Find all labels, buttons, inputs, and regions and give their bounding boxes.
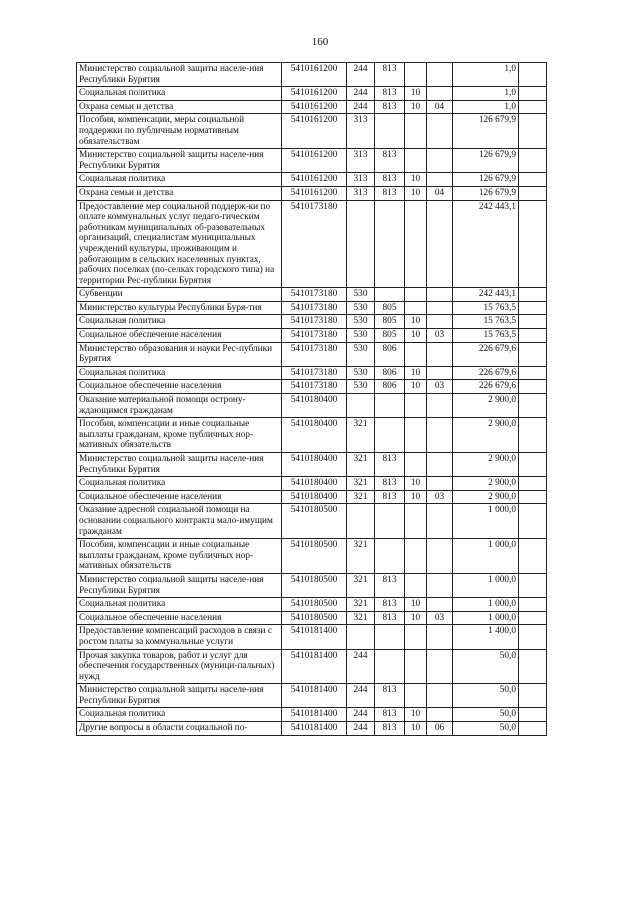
cell-name: Социальное обеспечение населения (77, 490, 282, 504)
cell-subsection (427, 200, 453, 288)
cell-section (405, 342, 427, 366)
cell-expense-type: 530 (347, 342, 375, 366)
cell-name: Социальное обеспечение населения (77, 380, 282, 394)
cell-name: Социальная политика (77, 366, 282, 380)
cell-expense-type: 313 (347, 186, 375, 200)
cell-target-article: 5410181400 (282, 722, 347, 736)
cell-empty (519, 539, 547, 574)
cell-section (405, 149, 427, 173)
cell-expense-type: 321 (347, 453, 375, 477)
cell-ministry-code (375, 625, 405, 649)
cell-section (405, 504, 427, 539)
cell-ministry-code: 813 (375, 490, 405, 504)
cell-expense-type: 244 (347, 100, 375, 114)
cell-amount: 15 763,5 (453, 301, 519, 315)
cell-subsection (427, 114, 453, 149)
cell-name: Министерство социальной защиты населе-ния Республики Бурятия (77, 63, 282, 87)
table-row (77, 649, 547, 684)
table-row (77, 490, 547, 504)
cell-target-article: 5410173180 (282, 301, 347, 315)
table-row (77, 380, 547, 394)
cell-expense-type: 321 (347, 477, 375, 491)
table-row (77, 504, 547, 539)
cell-name: Прочая закупка товаров, работ и услуг для обеспечения государственных (муници-пальных) нужд (77, 649, 282, 684)
cell-name: Социальная политика (77, 598, 282, 612)
table-row (77, 329, 547, 343)
cell-empty (519, 418, 547, 453)
table-row (77, 708, 547, 722)
cell-subsection (427, 87, 453, 101)
cell-section: 10 (405, 87, 427, 101)
cell-empty (519, 329, 547, 343)
cell-empty (519, 649, 547, 684)
cell-empty (519, 63, 547, 87)
cell-name: Оказание материальной помощи острону-ждающимся гражданам (77, 394, 282, 418)
cell-subsection (427, 342, 453, 366)
cell-empty (519, 625, 547, 649)
cell-expense-type: 321 (347, 573, 375, 597)
cell-section (405, 573, 427, 597)
cell-target-article: 5410181400 (282, 684, 347, 708)
cell-amount: 1 000,0 (453, 539, 519, 574)
cell-empty (519, 288, 547, 302)
cell-expense-type: 244 (347, 684, 375, 708)
cell-empty (519, 573, 547, 597)
cell-section (405, 200, 427, 288)
table-row (77, 573, 547, 597)
cell-target-article: 5410180400 (282, 490, 347, 504)
cell-amount: 1 000,0 (453, 598, 519, 612)
table-row (77, 366, 547, 380)
cell-target-article: 5410173180 (282, 288, 347, 302)
cell-empty (519, 301, 547, 315)
cell-amount: 1 000,0 (453, 504, 519, 539)
cell-ministry-code: 813 (375, 87, 405, 101)
cell-subsection (427, 315, 453, 329)
cell-empty (519, 611, 547, 625)
table-row (77, 598, 547, 612)
cell-expense-type: 313 (347, 173, 375, 187)
cell-expense-type: 321 (347, 418, 375, 453)
cell-name: Министерство социальной защиты населе-ния Республики Бурятия (77, 149, 282, 173)
cell-amount: 50,0 (453, 649, 519, 684)
cell-subsection (427, 598, 453, 612)
cell-section (405, 625, 427, 649)
cell-expense-type (347, 504, 375, 539)
cell-name: Пособия, компенсации и иные социальные выплаты гражданам, кроме публичных нор-мативных обязательств (77, 418, 282, 453)
cell-section (405, 418, 427, 453)
cell-subsection: 04 (427, 186, 453, 200)
cell-section: 10 (405, 380, 427, 394)
cell-amount: 50,0 (453, 708, 519, 722)
cell-section: 10 (405, 477, 427, 491)
cell-amount: 15 763,5 (453, 315, 519, 329)
cell-name: Министерство социальной защиты населе-ния Республики Бурятия (77, 453, 282, 477)
cell-amount: 2 900,0 (453, 394, 519, 418)
cell-name: Социальная политика (77, 708, 282, 722)
table-row (77, 200, 547, 288)
cell-section (405, 63, 427, 87)
cell-name: Министерство образования и науки Рес-публики Бурятия (77, 342, 282, 366)
cell-empty (519, 87, 547, 101)
cell-subsection: 03 (427, 329, 453, 343)
cell-ministry-code: 813 (375, 100, 405, 114)
cell-ministry-code: 813 (375, 684, 405, 708)
cell-expense-type: 530 (347, 329, 375, 343)
cell-target-article: 5410180500 (282, 539, 347, 574)
cell-ministry-code: 806 (375, 366, 405, 380)
cell-name: Министерство культуры Республики Буря-тия (77, 301, 282, 315)
cell-subsection (427, 173, 453, 187)
cell-section (405, 301, 427, 315)
cell-section: 10 (405, 315, 427, 329)
cell-expense-type: 530 (347, 315, 375, 329)
cell-name: Предоставление мер социальной поддерж-ки по оплате коммунальных услуг педаго-гическим работникам муниципальных об-разовательных организаций, специалистам муниципальных учреждений культуры, проживающим и работающим в сельских населенных пунктах, рабочих поселках (по-селках городского типа) на территории Рес-публики Бурятия (77, 200, 282, 288)
cell-target-article: 5410180500 (282, 598, 347, 612)
cell-amount: 2 900,0 (453, 418, 519, 453)
cell-target-article: 5410181400 (282, 625, 347, 649)
table-row (77, 114, 547, 149)
budget-table-body (77, 63, 547, 736)
cell-empty (519, 366, 547, 380)
cell-target-article: 5410181400 (282, 708, 347, 722)
cell-empty (519, 722, 547, 736)
cell-ministry-code: 813 (375, 722, 405, 736)
table-row (77, 87, 547, 101)
cell-empty (519, 453, 547, 477)
cell-expense-type: 244 (347, 87, 375, 101)
cell-expense-type: 530 (347, 380, 375, 394)
table-row (77, 63, 547, 87)
cell-name: Министерство социальной защиты населе-ния Республики Бурятия (77, 573, 282, 597)
cell-ministry-code: 813 (375, 598, 405, 612)
cell-amount: 50,0 (453, 684, 519, 708)
cell-expense-type: 530 (347, 288, 375, 302)
cell-amount: 126 679,9 (453, 149, 519, 173)
cell-empty (519, 200, 547, 288)
cell-target-article: 5410161200 (282, 186, 347, 200)
table-row (77, 394, 547, 418)
cell-empty (519, 504, 547, 539)
cell-target-article: 5410161200 (282, 100, 347, 114)
cell-empty (519, 708, 547, 722)
cell-amount: 226 679,6 (453, 366, 519, 380)
cell-amount: 2 900,0 (453, 453, 519, 477)
table-row (77, 722, 547, 736)
cell-empty (519, 394, 547, 418)
cell-section: 10 (405, 366, 427, 380)
cell-amount: 1,0 (453, 100, 519, 114)
cell-target-article: 5410173180 (282, 366, 347, 380)
cell-subsection (427, 453, 453, 477)
cell-ministry-code: 813 (375, 453, 405, 477)
cell-expense-type: 321 (347, 539, 375, 574)
cell-target-article: 5410180400 (282, 477, 347, 491)
cell-expense-type: 321 (347, 490, 375, 504)
cell-empty (519, 490, 547, 504)
cell-target-article: 5410161200 (282, 149, 347, 173)
cell-subsection (427, 301, 453, 315)
cell-subsection: 06 (427, 722, 453, 736)
cell-ministry-code: 806 (375, 380, 405, 394)
cell-section: 10 (405, 173, 427, 187)
cell-target-article: 5410180400 (282, 453, 347, 477)
cell-subsection: 04 (427, 100, 453, 114)
cell-ministry-code: 813 (375, 477, 405, 491)
cell-amount: 2 900,0 (453, 477, 519, 491)
cell-subsection: 03 (427, 490, 453, 504)
cell-subsection (427, 477, 453, 491)
cell-empty (519, 100, 547, 114)
cell-target-article: 5410173180 (282, 200, 347, 288)
cell-name: Социальное обеспечение населения (77, 329, 282, 343)
cell-target-article: 5410161200 (282, 87, 347, 101)
cell-amount: 126 679,9 (453, 186, 519, 200)
cell-target-article: 5410180500 (282, 504, 347, 539)
cell-subsection (427, 288, 453, 302)
table-row (77, 539, 547, 574)
cell-ministry-code (375, 418, 405, 453)
cell-section: 10 (405, 329, 427, 343)
cell-subsection (427, 625, 453, 649)
cell-expense-type: 530 (347, 301, 375, 315)
cell-ministry-code: 813 (375, 149, 405, 173)
cell-section: 10 (405, 100, 427, 114)
table-row (77, 453, 547, 477)
cell-ministry-code: 813 (375, 573, 405, 597)
cell-name: Социальное обеспечение населения (77, 611, 282, 625)
cell-amount: 1,0 (453, 63, 519, 87)
table-row (77, 301, 547, 315)
cell-empty (519, 149, 547, 173)
cell-amount: 2 900,0 (453, 490, 519, 504)
cell-section (405, 394, 427, 418)
table-row (77, 149, 547, 173)
cell-ministry-code: 813 (375, 611, 405, 625)
cell-subsection (427, 418, 453, 453)
cell-name: Охрана семьи и детства (77, 186, 282, 200)
table-row (77, 173, 547, 187)
cell-ministry-code: 813 (375, 708, 405, 722)
table-row (77, 625, 547, 649)
cell-subsection (427, 63, 453, 87)
budget-table (76, 62, 547, 736)
cell-ministry-code: 813 (375, 63, 405, 87)
cell-target-article: 5410180400 (282, 418, 347, 453)
cell-target-article: 5410181400 (282, 649, 347, 684)
cell-amount: 126 679,9 (453, 114, 519, 149)
cell-name: Субвенции (77, 288, 282, 302)
cell-section (405, 114, 427, 149)
cell-amount: 1 000,0 (453, 611, 519, 625)
cell-target-article: 5410173180 (282, 380, 347, 394)
cell-subsection (427, 394, 453, 418)
cell-empty (519, 186, 547, 200)
table-row (77, 186, 547, 200)
cell-ministry-code (375, 200, 405, 288)
cell-expense-type (347, 200, 375, 288)
cell-target-article: 5410180500 (282, 611, 347, 625)
cell-subsection (427, 649, 453, 684)
cell-subsection (427, 539, 453, 574)
cell-ministry-code (375, 649, 405, 684)
cell-amount: 242 443,1 (453, 288, 519, 302)
cell-name: Пособия, компенсации и иные социальные выплаты гражданам, кроме публичных нор-мативных обязательств (77, 539, 282, 574)
cell-expense-type (347, 625, 375, 649)
cell-amount: 226 679,6 (453, 380, 519, 394)
cell-ministry-code (375, 504, 405, 539)
cell-name: Предоставление компенсаций расходов в связи с ростом платы за коммунальные услуги (77, 625, 282, 649)
cell-expense-type: 244 (347, 649, 375, 684)
cell-empty (519, 477, 547, 491)
cell-target-article: 5410173180 (282, 329, 347, 343)
cell-name: Оказание адресной социальной помощи на основании социального контракта мало-имущим гражданам (77, 504, 282, 539)
cell-target-article: 5410173180 (282, 342, 347, 366)
table-row (77, 684, 547, 708)
cell-ministry-code: 805 (375, 329, 405, 343)
cell-section: 10 (405, 708, 427, 722)
cell-name: Социальная политика (77, 477, 282, 491)
cell-amount: 1 000,0 (453, 573, 519, 597)
cell-subsection (427, 366, 453, 380)
cell-name: Пособия, компенсации, меры социальной поддержки по публичным нормативным обязательствам (77, 114, 282, 149)
cell-ministry-code: 805 (375, 315, 405, 329)
table-row (77, 418, 547, 453)
cell-section (405, 684, 427, 708)
table-row (77, 611, 547, 625)
cell-expense-type: 313 (347, 114, 375, 149)
cell-empty (519, 114, 547, 149)
cell-amount: 1,0 (453, 87, 519, 101)
cell-empty (519, 598, 547, 612)
cell-section (405, 649, 427, 684)
cell-name: Социальная политика (77, 87, 282, 101)
cell-subsection (427, 684, 453, 708)
cell-section: 10 (405, 186, 427, 200)
cell-empty (519, 684, 547, 708)
cell-expense-type: 244 (347, 722, 375, 736)
cell-name: Охрана семьи и детства (77, 100, 282, 114)
cell-section (405, 539, 427, 574)
cell-ministry-code: 806 (375, 342, 405, 366)
cell-empty (519, 380, 547, 394)
cell-amount: 126 679,9 (453, 173, 519, 187)
cell-section: 10 (405, 611, 427, 625)
cell-ministry-code: 805 (375, 301, 405, 315)
cell-target-article: 5410180400 (282, 394, 347, 418)
cell-subsection: 03 (427, 611, 453, 625)
table-row (77, 477, 547, 491)
cell-expense-type: 244 (347, 708, 375, 722)
cell-target-article: 5410161200 (282, 63, 347, 87)
table-row (77, 288, 547, 302)
cell-section (405, 453, 427, 477)
cell-subsection (427, 504, 453, 539)
cell-expense-type: 244 (347, 63, 375, 87)
cell-name: Социальная политика (77, 315, 282, 329)
table-row (77, 100, 547, 114)
cell-empty (519, 315, 547, 329)
cell-section: 10 (405, 490, 427, 504)
cell-subsection (427, 573, 453, 597)
cell-target-article: 5410180500 (282, 573, 347, 597)
cell-expense-type: 313 (347, 149, 375, 173)
cell-section: 10 (405, 598, 427, 612)
cell-ministry-code (375, 114, 405, 149)
cell-subsection (427, 149, 453, 173)
cell-ministry-code: 813 (375, 186, 405, 200)
cell-amount: 242 443,1 (453, 200, 519, 288)
cell-name: Министерство социальной защиты населе-ния Республики Бурятия (77, 684, 282, 708)
page-number: 160 (311, 36, 329, 48)
cell-subsection: 03 (427, 380, 453, 394)
cell-section: 10 (405, 722, 427, 736)
cell-target-article: 5410161200 (282, 114, 347, 149)
cell-expense-type: 321 (347, 598, 375, 612)
cell-target-article: 5410161200 (282, 173, 347, 187)
cell-ministry-code (375, 539, 405, 574)
cell-target-article: 5410173180 (282, 315, 347, 329)
cell-empty (519, 173, 547, 187)
table-row (77, 342, 547, 366)
cell-name: Другие вопросы в области социальной по- (77, 722, 282, 736)
cell-amount: 1 400,0 (453, 625, 519, 649)
table-row (77, 315, 547, 329)
cell-ministry-code: 813 (375, 173, 405, 187)
cell-amount: 50,0 (453, 722, 519, 736)
cell-ministry-code (375, 394, 405, 418)
cell-ministry-code (375, 288, 405, 302)
cell-amount: 226 679,6 (453, 342, 519, 366)
cell-expense-type (347, 394, 375, 418)
cell-name: Социальная политика (77, 173, 282, 187)
cell-amount: 15 763,5 (453, 329, 519, 343)
cell-expense-type: 530 (347, 366, 375, 380)
cell-empty (519, 342, 547, 366)
cell-section (405, 288, 427, 302)
cell-subsection (427, 708, 453, 722)
cell-expense-type: 321 (347, 611, 375, 625)
